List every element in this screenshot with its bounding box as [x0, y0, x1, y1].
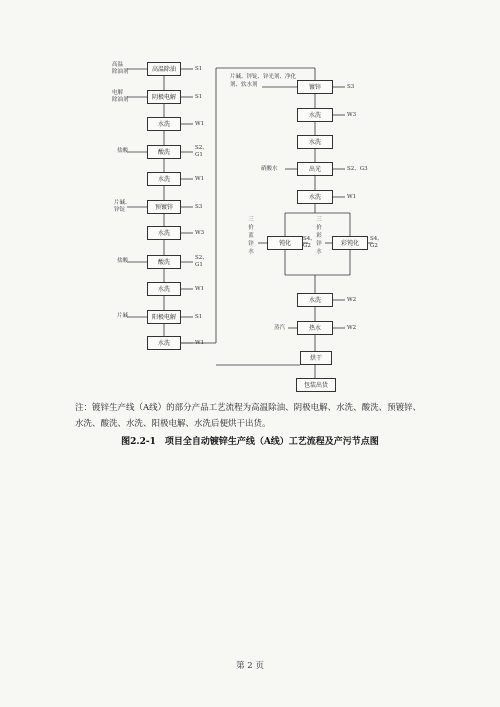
output-label: S1 [195, 94, 203, 100]
input-degreaser: 高温 除油剂 [112, 62, 129, 75]
step-water-wash: 水洗 [297, 190, 333, 204]
figure-caption: 图2.2-1 项目全自动镀锌生产线（A线）工艺流程及产污节点图 [121, 437, 379, 447]
output-label: S3 [195, 204, 203, 210]
step-water-wash: 水洗 [147, 117, 181, 131]
step-water-wash: 水洗 [297, 293, 333, 307]
input-trivalent-color-zinc: 三价彩锌水 [316, 217, 322, 255]
step-package-ship: 包装出货 [296, 378, 336, 392]
output-label: W1 [195, 286, 205, 292]
step-water-wash: 水洗 [147, 172, 181, 186]
output-label: W1 [347, 194, 357, 200]
output-label: S2、 G1 [195, 255, 208, 268]
step-hot-water: 热水 [297, 321, 333, 335]
step-acid-wash: 酸洗 [147, 145, 181, 159]
process-note [75, 400, 425, 432]
input-hydrochloric-acid: 盐酸 [117, 148, 129, 154]
input-plating-additives: 片碱、锌锭、锌光剂、净化剂、软水剂 [230, 74, 297, 88]
step-water-wash: 水洗 [147, 282, 181, 296]
output-label: W1 [195, 176, 205, 182]
output-label: S2、G3 [347, 166, 368, 172]
output-label: S4、 G2 [370, 236, 383, 249]
input-steam: 蒸汽 [274, 325, 286, 331]
step-passivation: 钝化 [267, 236, 303, 250]
output-label: S1 [195, 314, 203, 320]
output-label: W2 [347, 297, 357, 303]
input-caustic-zinc: 片碱、 锌锭 [114, 200, 131, 213]
step-acid-wash: 酸洗 [147, 255, 181, 269]
input-electrolytic-degreaser: 电解 除油剂 [112, 90, 129, 103]
step-water-wash: 水洗 [297, 135, 333, 149]
output-label: W3 [347, 112, 357, 118]
step-water-wash: 水洗 [147, 226, 181, 240]
step-color-passivation: 彩钝化 [332, 236, 368, 250]
output-label: S3 [347, 84, 355, 90]
output-label: W3 [195, 230, 205, 236]
output-label: S1 [195, 66, 203, 72]
step-cathodic-electrolysis: 阴极电解 [147, 90, 181, 104]
step-brightening: 出光 [297, 162, 333, 176]
step-anodic-electrolysis: 阳极电解 [147, 310, 181, 324]
output-label: W2 [347, 325, 357, 331]
step-pre-galvanize: 预镀锌 [147, 200, 181, 214]
input-trivalent-blue-zinc: 三价蓝锌水 [248, 217, 254, 255]
output-label: W1 [195, 121, 205, 127]
step-water-wash: 水洗 [147, 336, 181, 350]
step-dry: 烘干 [300, 351, 332, 365]
note-text: 注：镀锌生产线（A线）的部分产品工艺流程为高温除油、阴极电解、水洗、酸洗、预镀锌、水洗、酸洗、水洗、阳极电解、水洗后便烘干出货。 [75, 403, 422, 429]
step-high-temp-degrease: 高温除油 [147, 62, 181, 76]
page-number: 第 2 页 [236, 661, 264, 671]
input-nitric-acid-water: 硝酸水 [261, 166, 278, 172]
step-galvanize: 镀锌 [297, 80, 333, 94]
output-label: S4、 G2 [303, 236, 316, 249]
output-label: W1 [195, 340, 205, 346]
input-hydrochloric-acid: 盐酸 [117, 258, 129, 264]
output-label: S2、 G1 [195, 145, 208, 158]
step-water-wash: 水洗 [297, 108, 333, 122]
input-caustic-soda: 片碱 [117, 313, 129, 319]
